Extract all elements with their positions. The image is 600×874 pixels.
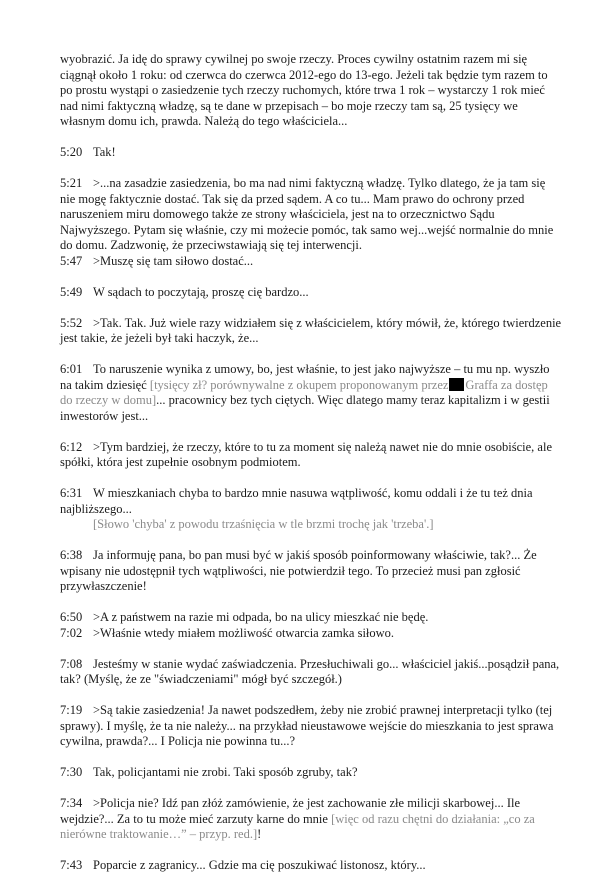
- entry-text: >Tak. Tak. Już wiele razy widziałem się z właścicielem, który mówił, że, którego twierdzenie jest takie, że jeżeli był taki haczyk, że...: [60, 315, 562, 345]
- entry-text: Poparcie z zagranicy... Gdzie ma cię poszukiwać listonosz, który...: [93, 858, 426, 872]
- editor-note: [więc od razu chętni do działania: „co za nierówne traktowanie…” – przyp. red.]: [60, 811, 535, 841]
- entry-text: >Właśnie wtedy miałem możliwość otwarcia zamka siłowo.: [93, 625, 395, 640]
- transcript-entry: [60, 316, 562, 347]
- editor-note: [Słowo 'chyba' z powodu trzaśnięcia w tle brzmi trochę jak 'trzeba'.]: [93, 517, 434, 531]
- transcript-entry: [60, 765, 562, 781]
- entry-text: Tak, policjantami nie zrobi. Taki sposób zgruby, tak?: [93, 765, 358, 779]
- timestamp: 7:30: [60, 765, 83, 779]
- timestamp: 5:20: [60, 145, 83, 159]
- transcript-entry: [60, 610, 562, 626]
- transcript-entry: [60, 285, 562, 301]
- editor-note: [tysięcy zł? porównywalne z okupem proponowanym przez: [149, 377, 449, 392]
- transcript-entry: [60, 548, 562, 595]
- transcript-entry: [60, 145, 562, 161]
- entry-text: Tak!: [93, 145, 116, 159]
- timestamp: 7:19: [60, 703, 83, 717]
- transcript-entry: [60, 657, 562, 688]
- transcript-entry: [60, 362, 562, 424]
- entry-text: >Muszę się tam siłowo dostać...: [93, 253, 254, 268]
- transcript-entry: [60, 440, 562, 471]
- timestamp: 6:31: [60, 486, 83, 500]
- timestamp: 5:52: [60, 315, 83, 330]
- transcript-entry: [60, 176, 562, 254]
- timestamp: 7:43: [60, 858, 83, 872]
- entry-text: !: [257, 827, 262, 841]
- transcript-entry: [60, 254, 562, 270]
- editor-note: Graffa za dostęp do rzeczy w domu]: [60, 377, 548, 407]
- timestamp: 7:34: [60, 796, 83, 810]
- transcript-entry: [60, 486, 562, 533]
- entry-text: W mieszkaniach chyba to bardzo mnie nasuwa wątpliwość, komu oddali i że tu też dnia najbliższego...: [60, 486, 533, 516]
- transcript-entry: [60, 858, 562, 874]
- entry-text: ... pracownicy bez tych ciętych. Więc dlatego mamy teraz kapitalizm i w gestii inwestorów jest...: [60, 393, 550, 423]
- timestamp: 6:12: [60, 439, 83, 454]
- entry-text: To naruszenie wynika z umowy, bo, jest właśnie, to jest jako najwyższe – tu mu np. wyszło na takim dziesięć: [60, 362, 550, 392]
- entry-text: >Są takie zasiedzenia! Ja nawet podszedłem, żeby nie zrobić prawnej interpretacji tylko (tej sprawy). I myślę, że ta nie należy... na przykład nieustawowe wejście do mieszkania to jest sprawa cywilna, prawda?... I Policja nie powinna tu...?: [60, 703, 554, 748]
- intro-paragraph: wyobrazić. Ja idę do sprawy cywilnej po swoje rzeczy. Proces cywilny ostatnim razem mi się ciągnął około 1 roku: od czerwca do czerwca 2012-ego do 13-ego. Jeżeli tak będzie tym razem to po prostu wystąpi o zasiedzenie tych rzeczy ruchomych, które trwa 1 rok – wystarczy 1 rok mieć nad nimi faktyczną władzę, są te dane w przepisach – bo moje rzeczy tam są, 25 tysięcy we własnym domu ich, prawda. Należą do tego właściciela...: [60, 52, 548, 128]
- entry-text: >Tym bardziej, że rzeczy, które to tu za moment się należą nawet nie do mnie osobiście, ale spółki, która jest zupełnie osobnym podmiotem.: [60, 439, 552, 469]
- timestamp: 6:01: [60, 362, 83, 376]
- entry-text: >Policja nie? Idź pan złóż zamówienie, że jest zachowanie złe milicji skarbowej... Ile wejdzie?... Za to tu może mieć zarzuty karne do mnie: [60, 796, 521, 826]
- entry-text: W sądach to poczytają, proszę cię bardzo...: [93, 284, 309, 299]
- timestamp: 6:50: [60, 610, 83, 624]
- redaction-block: [449, 378, 464, 391]
- entry-text: Ja informuję pana, bo pan musi być w jakiś sposób poinformowany właściwie, tak?... Że wpisany nie udostępnił tych wątpliwości, nie potwierdził tego. To przecież musi pan zgłosić przywłaszczenie!: [60, 548, 537, 593]
- entry-text: >A z państwem na razie mi odpada, bo na ulicy mieszkać nie będę.: [93, 610, 429, 624]
- transcript-entry: [60, 796, 562, 843]
- timestamp: 5:49: [60, 284, 83, 299]
- timestamp: 7:08: [60, 656, 83, 671]
- transcript-entry: [60, 626, 562, 642]
- timestamp: 5:47: [60, 253, 83, 268]
- timestamp: 6:38: [60, 548, 83, 562]
- entry-text: >...na zasadzie zasiedzenia, bo ma nad nimi faktyczną władzę. Tylko dlatego, że ja tam się nie mogę faktycznie dostać. Tak się da przed sądem. A co tu... Mam prawo do ochrony przed naruszeniem miru domowego także ze strony właściciela, jest na to orzecznictwo Sądu Najwyższego. Pytam się właśnie, czy mi możecie pomóc, tak samo wej...wejść normalnie do mnie do domu. Zadzwonię, że przeciwstawiają się tej interwencji.: [60, 176, 554, 252]
- timestamp: 7:02: [60, 625, 83, 640]
- timestamp: 5:21: [60, 176, 83, 190]
- entry-text: Jesteśmy w stanie wydać zaświadczenia. Przesłuchiwali go... właściciel jakiś...posądził pana, tak? (Myślę, że ze "świadczeniami" mógł być szczegół.): [60, 656, 560, 686]
- transcript-entry: [60, 703, 562, 750]
